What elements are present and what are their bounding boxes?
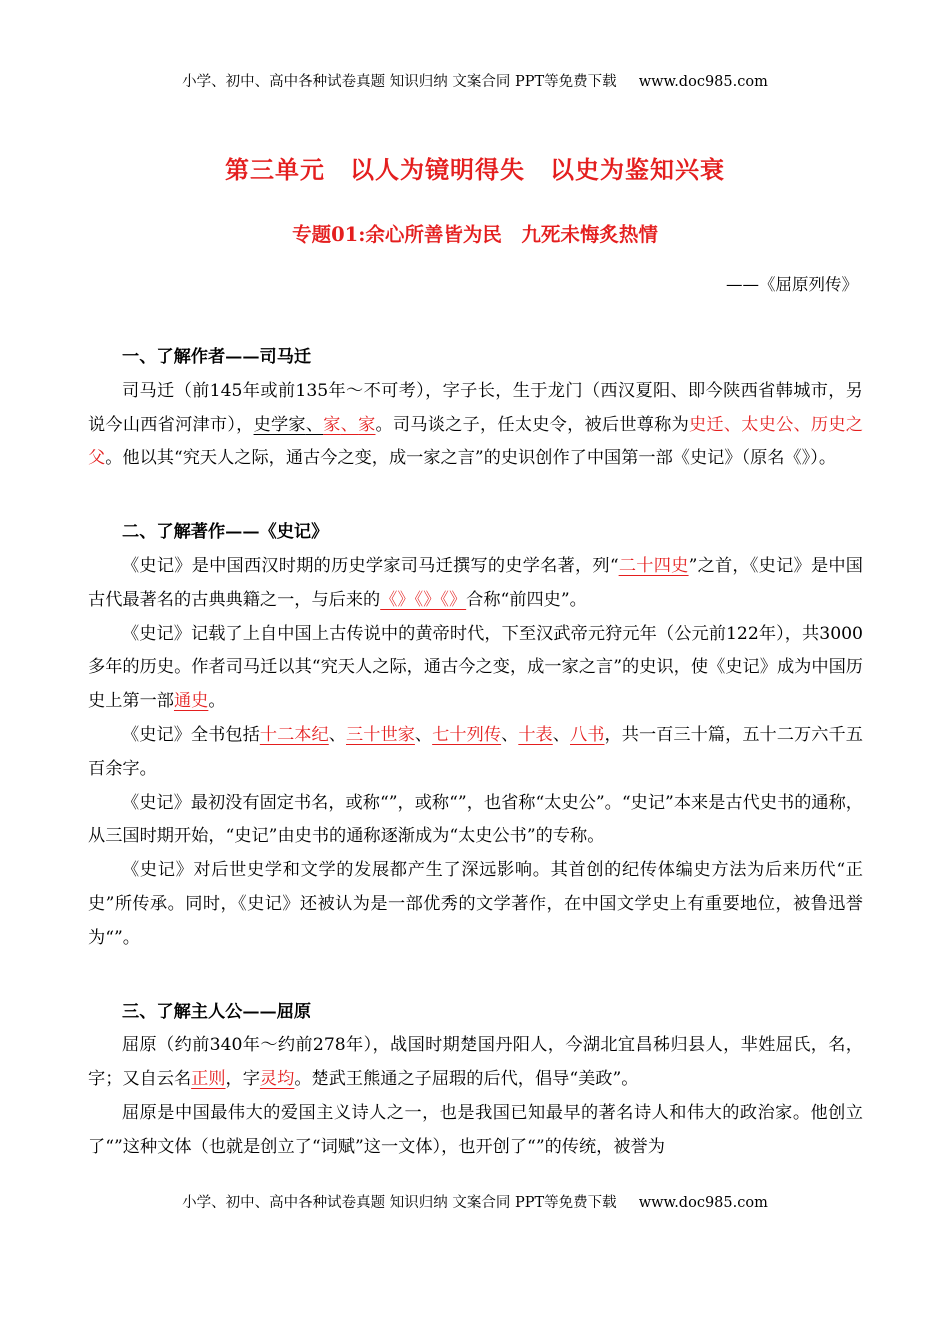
blank-answer: 十二本纪 bbox=[259, 724, 329, 745]
text-run: 。他以其“究天人之际，通古今之变，成一家之言”的史识创作了中国第一部《史记》（原名《》）。 bbox=[105, 448, 837, 469]
separator: 、 bbox=[552, 724, 571, 745]
separator: 、 bbox=[414, 724, 433, 745]
section-2-paragraph-5: 《史记》对后世史学和文学的发展都产生了深远影响。其首创的纪传体编史方法为后来历代“正史”所传承。同时，《史记》还被认为是一部优秀的文学著作，在中国文学史上有重要地位，被鲁迅誉为“”。 bbox=[88, 860, 863, 948]
page-header bbox=[0, 70, 950, 91]
page-title: 第三单元 以人为镜明得失 以史为鉴知兴衰 bbox=[225, 155, 725, 184]
blank-answer: 三十世家 bbox=[346, 724, 415, 745]
text-run: 《史记》记载了上自中国上古传说中的黄帝时代，下至汉武帝元狩元年（公元前122年），共3000多年的历史。作者司马迁以其“究天人之际，通古今之变，成一家之言”的史识，使《史记》成为中国历史上第一部 bbox=[88, 623, 863, 712]
text-run: 。 bbox=[208, 691, 226, 712]
blank-answer: 《》《》《》 bbox=[380, 589, 467, 610]
text-run: ，字 bbox=[225, 1069, 260, 1090]
section-3-paragraph-1 bbox=[88, 1029, 863, 1097]
blank-separator: 、 bbox=[340, 414, 359, 435]
text-run: 。楚武王熊通之子屈瑕的后代，倡导“美政”。 bbox=[294, 1069, 639, 1090]
blank-answer: 通史 bbox=[173, 691, 209, 712]
page-subtitle: 专题01:余心所善皆为民 九死未悔炙热情 bbox=[292, 223, 658, 246]
separator: 、 bbox=[501, 724, 519, 745]
section-gap bbox=[88, 956, 863, 996]
highlight-answer: 史迁、太史公、历史之父 bbox=[88, 414, 863, 469]
section-2-paragraph-2 bbox=[88, 618, 863, 719]
footer-text: 小学、初中、高中各种试卷真题 知识归纳 文案合同 PPT等免费下载 bbox=[182, 1195, 617, 1211]
section-gap bbox=[88, 476, 863, 516]
footer-url[interactable]: www.doc985.com bbox=[638, 1195, 768, 1211]
blank-answer: 十表 bbox=[518, 724, 553, 745]
section-3-heading: 三、了解主人公——屈原 bbox=[122, 1001, 312, 1022]
section-1-heading: 一、了解作者——司马迁 bbox=[122, 347, 312, 367]
section-1-paragraph-1 bbox=[88, 375, 863, 476]
blank-answer: 七十列传 bbox=[432, 724, 502, 745]
blank-answer: 二十四史 bbox=[618, 555, 689, 576]
section-2-paragraph-1 bbox=[88, 550, 863, 618]
text-run: 合称“前四史”。 bbox=[466, 589, 587, 610]
text-run: 。司马谈之子，任太史令，被后世尊称为 bbox=[375, 414, 689, 435]
source-attribution: ——《屈原列传》 bbox=[726, 275, 858, 294]
header-url[interactable]: www.doc985.com bbox=[638, 74, 768, 90]
text-run: ，共一百三十篇，五十二万六千五百余字。 bbox=[88, 724, 863, 779]
separator: 、 bbox=[328, 724, 346, 745]
page-footer bbox=[0, 1191, 950, 1212]
text-run: 屈原（约前340年～约前278年），战国时期楚国丹阳人，今湖北宜昌秭归县人，芈姓屈氏，名，字；又自云名 bbox=[88, 1035, 863, 1090]
blank-answer: 家 bbox=[323, 414, 341, 435]
header-text: 小学、初中、高中各种试卷真题 知识归纳 文案合同 PPT等免费下载 bbox=[182, 74, 617, 90]
section-2-paragraph-3 bbox=[88, 719, 863, 787]
section-2-paragraph-4: 《史记》最初没有固定书名，或称“”，或称“”，也省称“太史公”。“史记”本来是古代史书的通称，从三国时期开始，“史记”由史书的通称逐渐成为“太史公书”的专称。 bbox=[88, 792, 863, 847]
text-run: ”之首，《史记》是中国古代最著名的古典典籍之一，与后来的 bbox=[88, 555, 863, 610]
section-3-paragraph-2: 屈原是中国最伟大的爱国主义诗人之一，也是我国已知最早的著名诗人和伟大的政治家。他创立了“”这种文体（也就是创立了“词赋”这一文体），也开创了“”的传统，被誉为 bbox=[88, 1102, 863, 1157]
text-run: 《史记》是中国西汉时期的历史学家司马迁撰写的史学名著，列“ bbox=[122, 555, 619, 576]
blank-answer: 八书 bbox=[570, 724, 605, 745]
blank-separator: 、 bbox=[305, 414, 324, 435]
text-run: 《史记》全书包括 bbox=[122, 724, 260, 745]
blank-answer: 灵均 bbox=[259, 1069, 295, 1090]
section-2-heading: 二、了解著作——《史记》 bbox=[122, 522, 329, 543]
article-body bbox=[88, 341, 863, 1165]
blank-answer: 史学家 bbox=[253, 414, 306, 435]
blank-answer: 家 bbox=[358, 414, 376, 435]
text-run: 司马迁（前145年或前135年～不可考），字子长，生于龙门（西汉夏阳、即今陕西省韩城市，另说今山西省河津市）， bbox=[88, 380, 863, 435]
blank-answer: 正则 bbox=[191, 1069, 226, 1090]
